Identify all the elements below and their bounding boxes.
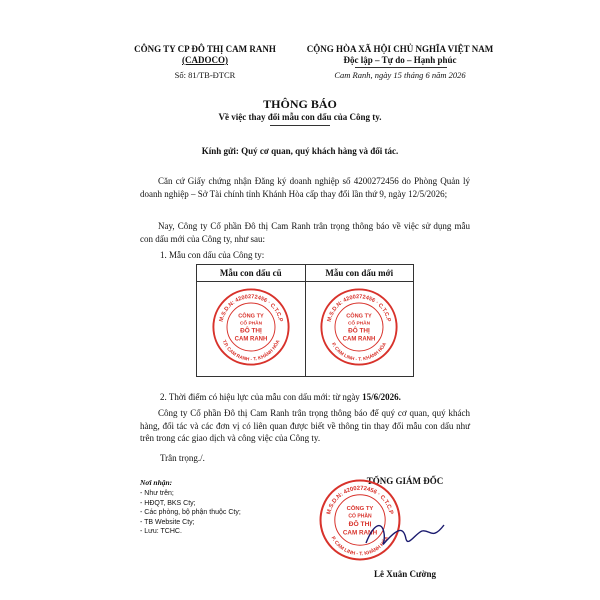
doc-title: THÔNG BÁO bbox=[263, 97, 337, 111]
new-seal-line-3: ĐÔ THỊ bbox=[348, 327, 371, 335]
org-name: CÔNG TY CP ĐÔ THỊ CAM RANH bbox=[134, 44, 276, 54]
item-2-text: 2. Thời điểm có hiệu lực của mẫu con dấu mới: từ ngày bbox=[160, 392, 363, 402]
receiver-item: - TB Website Cty; bbox=[140, 518, 195, 526]
old-seal-line-1: CÔNG TY bbox=[238, 312, 264, 319]
receiver-item: - Như trên; bbox=[140, 490, 174, 497]
old-seal-line-3: ĐÔ THỊ bbox=[239, 327, 262, 335]
closing: Trân trọng./. bbox=[160, 453, 205, 463]
new-seal-cell bbox=[305, 282, 414, 377]
org-abbr: (CADOCO) bbox=[182, 55, 228, 65]
company-seal-line-3: ĐÔ THỊ bbox=[348, 520, 372, 528]
motto-underline bbox=[355, 67, 447, 68]
nation-motto: Độc lập – Tự do – Hạnh phúc bbox=[343, 55, 457, 65]
title-underline bbox=[270, 125, 330, 126]
paragraph-legal-basis: Căn cứ Giấy chứng nhận Đăng ký doanh nghiệp số 4200272456 do Phòng Quản lý doanh nghiệp – Sở Tài chính tỉnh Khánh Hòa cấp thay đổi lần thứ 9, ngày 12/5/2026; bbox=[140, 176, 470, 199]
item-1: 1. Mẫu con dấu của Công ty: bbox=[160, 250, 265, 260]
old-seal-ring-top: M.S.D.N: 4200272456 · C.T.C.P bbox=[218, 293, 284, 322]
nation-name: CỘNG HÒA XÃ HỘI CHỦ NGHĨA VIỆT NAM bbox=[306, 44, 494, 54]
company-seal-ring-bottom: P. CAM LINH - T. KHÁNH HÒA bbox=[329, 535, 391, 558]
old-seal-ring-bottom: T.P. CAM RANH - T. KHÁNH HÒA bbox=[220, 339, 282, 363]
item-2-date: 15/6/2026. bbox=[362, 392, 401, 402]
seal-table bbox=[196, 264, 414, 377]
new-seal-line-2: CỔ PHẦN bbox=[348, 321, 371, 327]
item-2 bbox=[160, 392, 401, 402]
old-seal-line-2: CỔ PHẦN bbox=[239, 321, 262, 327]
company-seal-line-4: CAM RANH bbox=[342, 529, 378, 537]
receiver-item: - Các phòng, bộ phận thuộc Cty; bbox=[140, 509, 241, 517]
old-seal-stamp bbox=[211, 287, 291, 367]
paragraph-announcement: Nay, Công ty Cổ phần Đô thị Cam Ranh trân trọng thông báo về việc sử dụng mẫu con dấu mới của Công ty, như sau: bbox=[140, 221, 470, 244]
new-seal-stamp bbox=[319, 287, 399, 367]
receiver-item: - HĐQT, BKS Cty; bbox=[140, 499, 196, 507]
signer-position: TỔNG GIÁM ĐỐC bbox=[366, 476, 444, 486]
recipient-line: Kính gửi: Quý cơ quan, quý khách hàng và đối tác. bbox=[201, 146, 399, 156]
new-seal-ring-top: M.S.D.N: 4200272456 · C.T.C.P bbox=[326, 293, 392, 322]
doc-subtitle: Về việc thay đổi mẫu con dấu của Công ty. bbox=[218, 112, 382, 122]
company-seal-line-1: CÔNG TY bbox=[346, 505, 374, 512]
company-seal-line-2: CỔ PHẦN bbox=[348, 513, 372, 520]
signer-name: Lê Xuân Cường bbox=[374, 569, 436, 579]
doc-number: Số: 81/TB-ĐTCR bbox=[174, 70, 236, 80]
new-seal-line-1: CÔNG TY bbox=[346, 312, 372, 319]
col-new-seal-header: Mẫu con dấu mới bbox=[305, 265, 414, 282]
new-seal-ring-bottom: P. CAM LINH - T. KHÁNH HÒA bbox=[330, 341, 389, 363]
receiver-item: - Lưu: TCHC. bbox=[140, 528, 182, 536]
receivers-heading: Nơi nhận: bbox=[140, 478, 173, 487]
paragraph-notice: Công ty Cổ phần Đô thị Cam Ranh trân trọng thông báo để quý cơ quan, quý khách hàng, đối tác và các đơn vị có liên quan được biết về thông tin thay đổi mẫu con dấu như trên trong các giao dịch và công việc của Công ty. bbox=[140, 408, 470, 443]
old-seal-cell bbox=[197, 282, 306, 377]
place-date: Cam Ranh, ngày 15 tháng 6 năm 2026 bbox=[334, 70, 466, 80]
col-old-seal-header: Mẫu con dấu cũ bbox=[197, 265, 306, 282]
receivers-list bbox=[140, 489, 241, 537]
new-seal-line-4: CAM RANH bbox=[342, 336, 376, 343]
old-seal-line-4: CAM RANH bbox=[234, 336, 268, 343]
handwritten-signature bbox=[360, 515, 450, 555]
company-seal-ring-top: M.S.D.N: 4200272456 · C.T.C.P bbox=[326, 485, 394, 516]
